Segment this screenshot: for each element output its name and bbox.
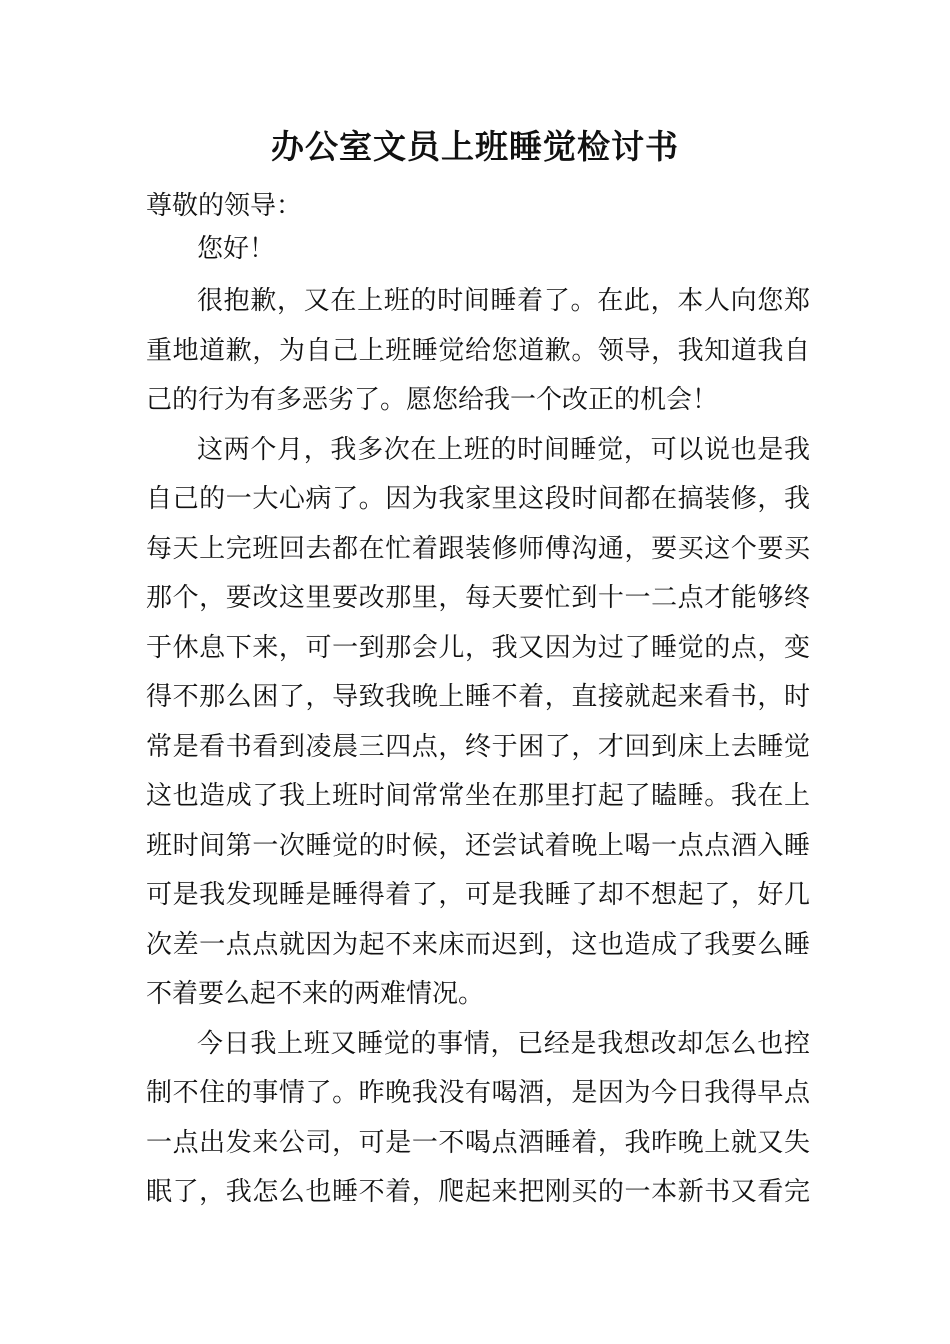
paragraph-line: 得不那么困了，导致我晚上睡不着，直接就起来看书，时 bbox=[146, 682, 810, 712]
paragraph-line: 这两个月，我多次在上班的时间睡觉，可以说也是我 bbox=[197, 435, 810, 465]
salutation: 尊敬的领导： bbox=[146, 191, 303, 221]
paragraph-line: 眠了，我怎么也睡不着，爬起来把刚买的一本新书又看完 bbox=[146, 1177, 810, 1207]
greeting: 您好！ bbox=[197, 234, 276, 264]
paragraph-line: 重地道歉，为自己上班睡觉给您道歉。领导，我知道我自 bbox=[146, 336, 810, 366]
paragraph-line: 很抱歉，又在上班的时间睡着了。在此，本人向您郑 bbox=[197, 286, 810, 316]
paragraph-line: 自己的一大心病了。因为我家里这段时间都在搞装修，我 bbox=[146, 484, 810, 514]
paragraph-line: 己的行为有多恶劣了。愿您给我一个改正的机会！ bbox=[146, 385, 719, 415]
paragraph-line: 可是我发现睡是睡得着了，可是我睡了却不想起了，好几 bbox=[146, 880, 810, 910]
paragraph-line: 班时间第一次睡觉的时候，还尝试着晚上喝一点点酒入睡 bbox=[146, 831, 810, 861]
paragraph-line: 每天上完班回去都在忙着跟装修师傅沟通，要买这个要买 bbox=[146, 534, 810, 564]
paragraph-line: 次差一点点就因为起不来床而迟到，这也造成了我要么睡 bbox=[146, 930, 810, 960]
paragraph-line: 一点出发来公司，可是一不喝点酒睡着，我昨晚上就又失 bbox=[146, 1128, 810, 1158]
paragraph-line: 那个，要改这里要改那里，每天要忙到十一二点才能够终 bbox=[146, 583, 810, 613]
paragraph-line: 于休息下来，可一到那会儿，我又因为过了睡觉的点，变 bbox=[146, 633, 810, 663]
paragraph-line: 常是看书看到凌晨三四点，终于困了，才回到床上去睡觉 bbox=[146, 732, 810, 762]
paragraph-line: 制不住的事情了。昨晚我没有喝酒，是因为今日我得早点 bbox=[146, 1078, 810, 1108]
document-title: 办公室文员上班睡觉检讨书 bbox=[271, 127, 679, 166]
paragraph-line: 不着要么起不来的两难情况。 bbox=[146, 979, 485, 1009]
paragraph-line: 今日我上班又睡觉的事情，已经是我想改却怎么也控 bbox=[197, 1029, 810, 1059]
paragraph-line: 这也造成了我上班时间常常坐在那里打起了瞌睡。我在上 bbox=[146, 781, 810, 811]
